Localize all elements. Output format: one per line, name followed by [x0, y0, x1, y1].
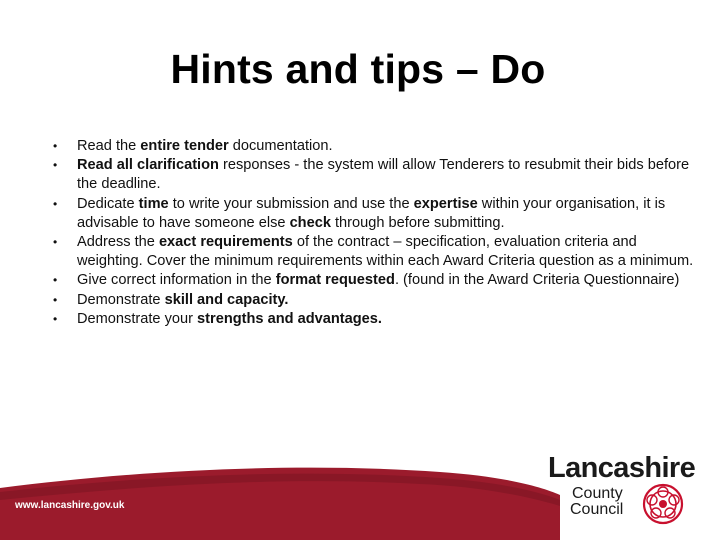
logo-county: County — [572, 485, 623, 502]
lancashire-logo — [548, 452, 708, 524]
slide-title: Hints and tips – Do — [170, 46, 546, 92]
bullet-text: through before submitting. — [330, 214, 505, 231]
footer-url[interactable]: www.lancashire.gov.uk — [15, 500, 125, 511]
bullet-dot: • — [53, 311, 58, 326]
bullet-text: . (found in the Award Criteria Questionnaire) — [394, 272, 680, 289]
bullet-dot: • — [53, 196, 58, 211]
bullet-text: Demonstrate your — [77, 310, 198, 327]
bullet-emphasis: time — [138, 195, 169, 212]
bullet-text: Dedicate — [77, 195, 139, 212]
bullet-emphasis: entire tender — [140, 138, 229, 154]
bullet-emphasis: strengths and advantages. — [197, 310, 382, 327]
bullet-text: documentation. — [228, 138, 333, 154]
logo-council: Council — [570, 501, 624, 518]
bullet-text: responses - the system will allow Tenderers to resubmit their bids before the deadline. — [77, 157, 690, 193]
bullet-dot: • — [53, 292, 58, 307]
bullet-emphasis: skill and capacity. — [164, 291, 289, 308]
bullet-text: Give correct information in the — [77, 272, 276, 289]
bullet-text: to write your submission and use the — [168, 195, 414, 212]
bullet-dot: • — [53, 139, 58, 153]
bullet-emphasis: check — [289, 214, 331, 231]
bullet-emphasis: expertise — [413, 195, 478, 212]
bullet-text: within your organisation, it is advisable to have someone else — [77, 195, 666, 231]
bullet-dot: • — [53, 273, 58, 288]
bullet-text: Demonstrate — [77, 291, 165, 308]
bullet-emphasis: exact requirements — [158, 234, 293, 251]
logo-name: Lancashire — [548, 452, 696, 484]
bullet-emphasis: Read all clarification — [77, 157, 219, 174]
bullet-emphasis: format requested — [275, 272, 395, 289]
bullet-text: Read the — [77, 138, 141, 154]
bullet-dot: • — [53, 158, 58, 173]
bullet-text: of the contract – specification, evaluation criteria and weighting. Cover the minimum requirements within each Award Criteria question as a minimum. — [77, 234, 694, 270]
bullet-text: Address the — [77, 234, 159, 251]
bullet-dot: • — [53, 235, 58, 250]
red-rose-icon — [641, 482, 685, 526]
